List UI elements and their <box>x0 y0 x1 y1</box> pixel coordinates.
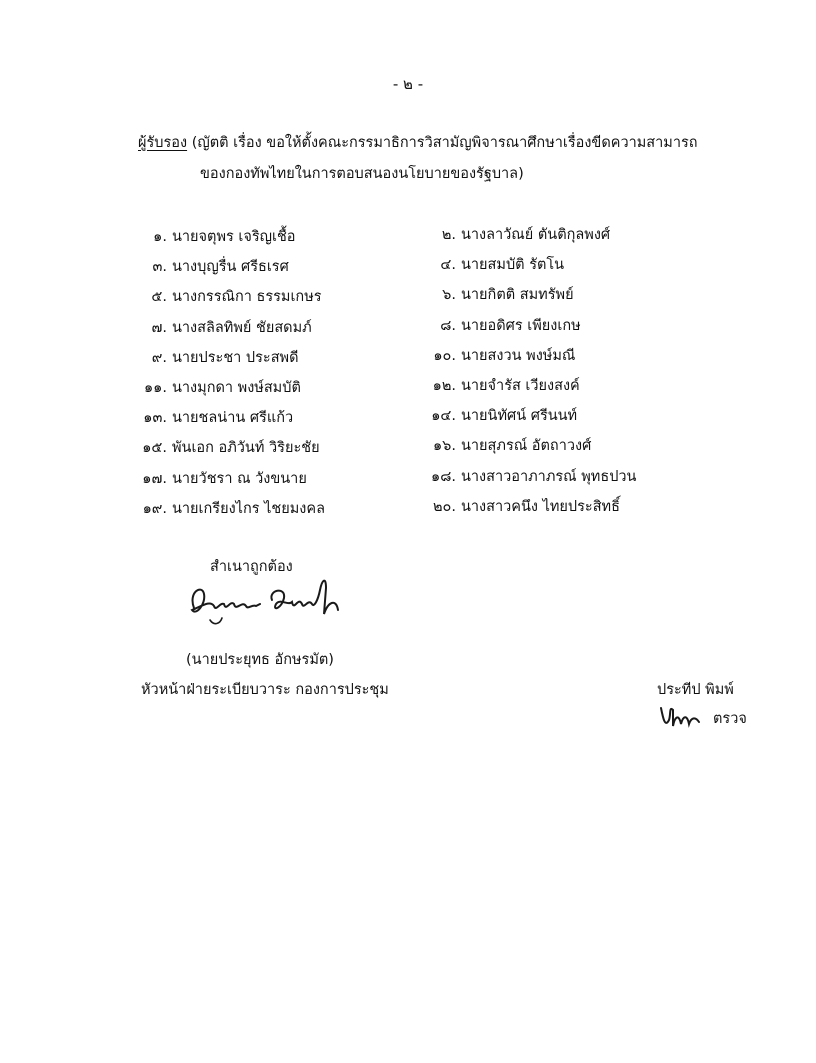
member-item <box>127 436 320 459</box>
member-name: นางสลิลทิพย์ ชัยสดมภ์ <box>172 319 312 336</box>
member-item <box>127 406 293 429</box>
member-number: ๒. <box>441 227 456 243</box>
member-item <box>404 314 581 337</box>
member-item <box>127 225 296 248</box>
member-number: ๒๐. <box>432 498 456 515</box>
member-name: นางสาวคนึง ไทยประสิทธิ์ <box>461 498 620 515</box>
member-number: ๑๘. <box>431 468 456 485</box>
member-name: นางลาวัณย์ ตันติกุลพงศ์ <box>461 227 611 243</box>
member-item <box>404 434 591 457</box>
signer-name: (นายประยุทธ อักษรมัต) <box>186 652 334 668</box>
member-name: นายเกรียงไกร ไชยมงคล <box>172 500 325 517</box>
member-item <box>127 467 307 490</box>
member-name: นายสมบัติ รัตโน <box>461 257 565 274</box>
member-name: นายสงวน พงษ์มณี <box>461 347 576 364</box>
member-number: ๑๑. <box>143 380 167 396</box>
member-number: ๓. <box>152 259 167 276</box>
header-label: ผู้รับรอง <box>138 135 188 151</box>
signature <box>180 570 360 630</box>
member-name: นายวัชรา ณ วังขนาย <box>172 470 307 487</box>
motion-title-continued: ของกองทัพไทยในการตอบสนองนโยบายของรัฐบาล) <box>200 166 524 182</box>
member-item <box>404 465 636 488</box>
certified-copy-label: สำเนาถูกต้อง <box>210 559 293 575</box>
checker-initials <box>657 700 701 734</box>
member-name: นายจำรัส เวียงสงค์ <box>461 378 580 394</box>
page-number: - ๒ - <box>392 75 424 93</box>
member-item <box>404 495 620 518</box>
member-number: ๑๒. <box>432 378 456 394</box>
member-number: ๑. <box>153 229 167 245</box>
member-name: นางสาวอาภาภรณ์ พุทธปวน <box>461 468 637 485</box>
member-number: ๑๔. <box>431 408 456 425</box>
member-name: นายสุภรณ์ อัตถาวงศ์ <box>461 438 592 455</box>
member-item <box>404 253 564 276</box>
member-name: นายจตุพร เจริญเชื้อ <box>172 229 296 245</box>
member-item <box>404 404 577 427</box>
member-name: นางมุกดา พงษ์สมบัติ <box>172 380 301 396</box>
member-item <box>127 285 322 308</box>
member-name: นายชลน่าน ศรีแก้ว <box>172 410 294 427</box>
member-number: ๙. <box>151 349 167 366</box>
member-item <box>127 497 325 520</box>
member-item <box>127 376 301 399</box>
member-name: นางบุญรื่น ศรีธเรศ <box>172 259 289 276</box>
member-number: ๑๐. <box>433 347 456 364</box>
member-number: ๑๙. <box>142 500 167 517</box>
member-name: พันเอก อภิวันท์ วิริยะชัย <box>172 440 320 457</box>
member-name: นายประชา ประสพดี <box>172 349 299 366</box>
member-name: นายนิทัศน์ ศรีนนท์ <box>461 408 578 425</box>
member-item <box>127 346 299 369</box>
member-name: นายอดิศร เพียงเกษ <box>461 317 581 334</box>
member-number: ๑๓. <box>143 410 167 427</box>
member-item <box>127 255 289 278</box>
member-item <box>404 283 574 306</box>
checker-note: ตรวจ <box>713 711 747 727</box>
member-item <box>127 316 312 339</box>
typist-note: ประทีป พิมพ์ <box>657 682 734 698</box>
motion-title: (ญัตติ เรื่อง ขอให้ตั้งคณะกรรมาธิการวิสามัญพิจารณาศึกษาเรื่องขีดความสามารถ <box>191 135 698 151</box>
member-item <box>404 223 610 246</box>
member-name: นางกรรณิกา ธรรมเกษร <box>172 289 322 306</box>
header-line1 <box>138 131 698 154</box>
member-item <box>404 344 575 367</box>
member-number: ๑๕. <box>142 440 167 457</box>
member-name: นายกิตติ สมทรัพย์ <box>461 287 574 304</box>
member-number: ๕. <box>151 289 167 306</box>
member-item <box>404 374 580 397</box>
signer-title: หัวหน้าฝ่ายระเบียบวาระ กองการประชุม <box>141 682 389 698</box>
member-number: ๔. <box>440 257 456 274</box>
member-number: ๑๖. <box>432 438 456 455</box>
member-number: ๗. <box>151 319 167 336</box>
member-number: ๑๗. <box>142 470 167 487</box>
member-number: ๖. <box>442 287 456 304</box>
member-number: ๘. <box>440 317 456 334</box>
